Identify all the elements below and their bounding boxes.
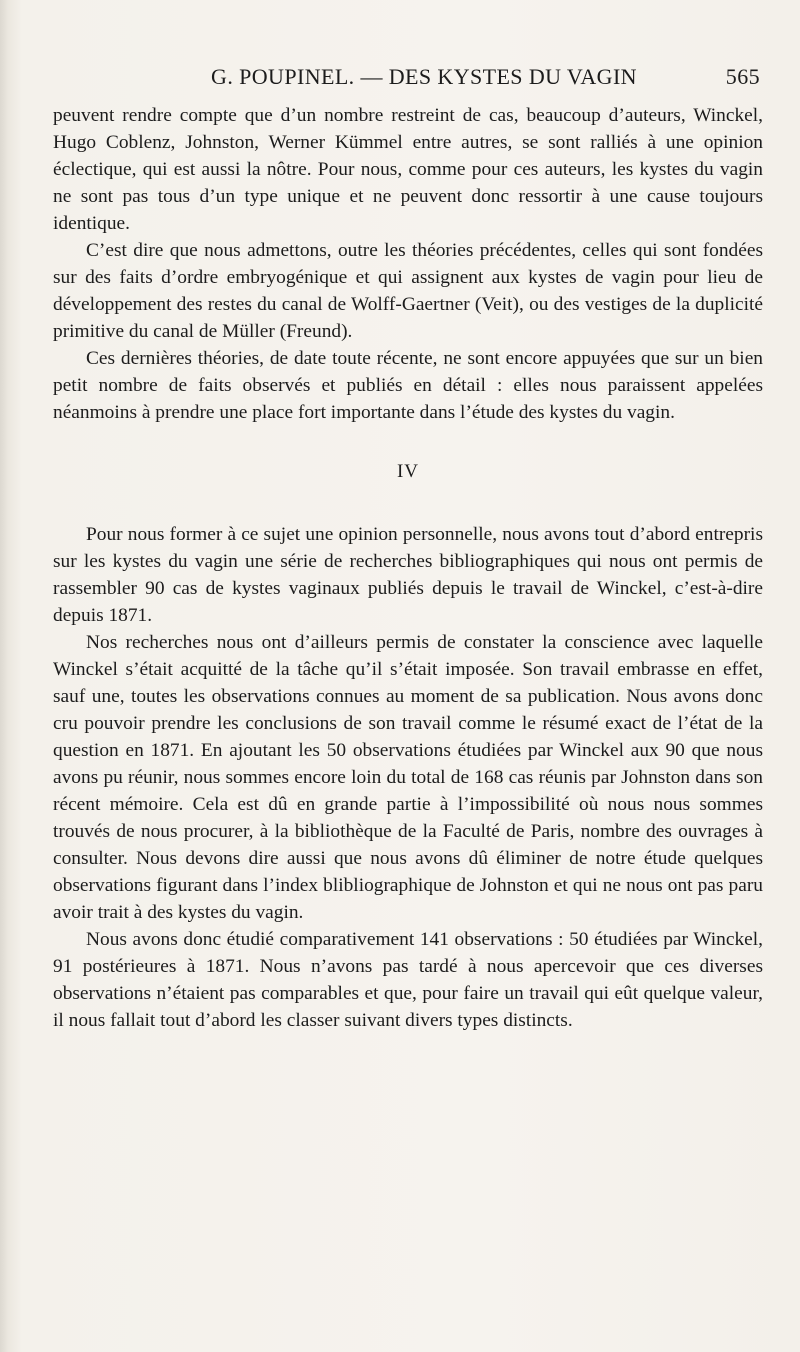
paragraph-4: Pour nous former à ce sujet une opinion personnelle, nous avons tout d’abord entrepris sur les kystes du vagin une série de recherches bibliographiques qui nous ont permis de rassembler 90 cas de kystes vaginaux publiés depuis le travail de Winckel, c’est-à-dire depuis 1871. [53, 524, 763, 626]
paragraph-3: Ces dernières théories, de date toute récente, ne sont encore appuyées que sur un bien petit nombre de faits observés et publiés en détail : elles nous paraissent appelées néanmoins à prendre une place fort importante dans l’étude des kystes du vagin. [53, 348, 763, 423]
paragraph-1: peuvent rendre compte que d’un nombre restreint de cas, beaucoup d’auteurs, Winckel, Hugo Coblenz, Johnston, Werner Kümmel entre autres, se sont ralliés à une opinion éclectique, qui est aussi la nôtre. Pour nous, comme pour ces auteurs, les kystes du vagin ne sont pas tous d’un type unique et ne peuvent donc ressortir à une cause toujours identique. [53, 105, 763, 234]
body-text [53, 102, 763, 1034]
running-title: G. POUPINEL. — DES KYSTES DU VAGIN [211, 64, 637, 89]
section-heading: IV [396, 461, 420, 482]
running-head [88, 64, 760, 96]
paragraph-6: Nous avons donc étudié comparativement 141 observations : 50 étudiées par Winckel, 91 postérieures à 1871. Nous n’avons pas tardé à nous apercevoir que ces diverses observations n’étaient pas comparables et que, pour faire un travail qui eût quelque valeur, il nous fallait tout d’abord les classer suivant divers types distincts. [53, 929, 763, 1031]
paragraph-5: Nos recherches nous ont d’ailleurs permis de constater la conscience avec laquelle Winckel s’était acquitté de la tâche qu’il s’était imposée. Son travail embrasse en effet, sauf une, toutes les observations connues au moment de sa publication. Nous avons donc cru pouvoir prendre les conclusions de son travail comme le résumé exact de l’état de la question en 1871. En ajoutant les 50 observations étudiées par Winckel aux 90 que nous avons pu réunir, nous sommes encore loin du total de 168 cas réunis par Johnston dans son récent mémoire. Cela est dû en grande partie à l’impossibilité où nous nous sommes trouvés de nous procurer, à la bibliothèque de la Faculté de Paris, nombre des ouvrages à consulter. Nous devons dire aussi que nous avons dû éliminer de notre étude quelques observations figurant dans l’index blibliographique de Johnston et qui ne nous ont pas paru avoir trait à des kystes du vagin. [53, 632, 763, 923]
paragraph-2: C’est dire que nous admettons, outre les théories précédentes, celles qui sont fondées sur des faits d’ordre embryogénique et qui assignent aux kystes de vagin pour lieu de développement des restes du canal de Wolff-Gaertner (Veit), ou des vestiges de la duplicité primitive du canal de Müller (Freund). [53, 240, 763, 342]
page-number: 565 [725, 64, 760, 89]
